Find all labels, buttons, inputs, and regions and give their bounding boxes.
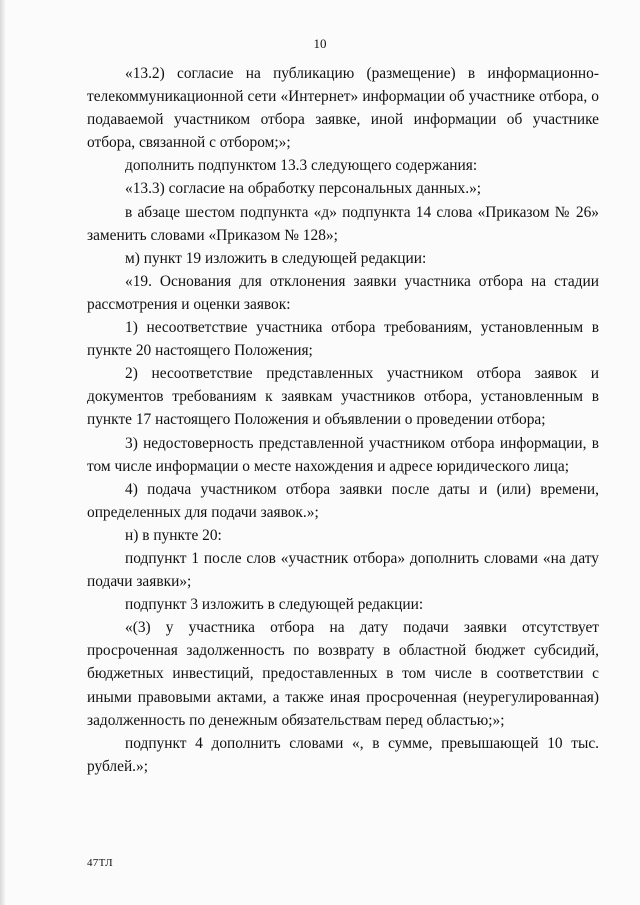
paragraph-19-3: 3) недостоверность представленной участником отбора информации, в том числе информации о месте нахождения и адресе юридического лица; [87,434,599,475]
paragraph-sub-1: подпункт 1 после слов «участник отбора» дополнить словами «на дату подачи заявки»; [87,549,599,591]
paragraph-item-n: н) в пункте 20: [125,526,222,544]
paragraph-19-1: 1) несоответствие участника отбора требованиям, установленным в пункте 20 настоящего Положения; [87,319,599,360]
page-number: 10 [313,36,327,51]
paragraph-13-2: «13.2) согласие на публикацию (размещение) в информационно-телекоммуникационной сети «Интернет» информации об участнике отбора, о подаваемой участником отбора заявке, иной информации об участнике отбора, связанной с отбором;»; [87,65,599,152]
paragraph-19-grounds: «19. Основания для отклонения заявки участника отбора на стадии рассмотрения и оценки заявок: [87,272,599,313]
paragraph-13-3: «13.3) согласие на обработку персональных данных.»; [125,180,482,198]
scan-edge-shadow [0,0,6,905]
document-footer-code: 47ТЛ [87,857,113,869]
paragraph-19-4: 4) подача участником отбора заявки после даты и (или) времени, определенных для подачи заявок.»; [87,480,599,521]
paragraph-sub-4: подпункт 4 дополнить словами «, в сумме, превышающей 10 тыс. рублей.»; [87,734,599,775]
document-body [87,62,599,778]
paragraph-sub-3-intro: подпункт 3 изложить в следующей редакции: [125,596,424,614]
paragraph-add-13-3: дополнить подпунктом 13.3 следующего содержания: [125,157,478,175]
paragraph-replace-words: в абзаце шестом подпункта «д» подпункта 14 слова «Приказом № 26» заменить словами «Приказом № 128»; [87,203,599,244]
paragraph-sub-3-text: «(3) у участника отбора на дату подачи заявки отсутствует просроченная задолженность по возврату в областной бюджет субсидий, бюджетных инвестиций, предоставленных в том числе в соответствии с иными правовыми актами, а также иная просроченная (неурегулированная) задолженность по денежным обязательствам перед областью;»; [87,619,599,729]
paragraph-19-2: 2) несоответствие представленных участником отбора заявок и документов требованиям к заявкам участников отбора, установленным в пункте 17 настоящего Положения и объявлении о проведении отбора; [87,365,599,429]
paragraph-item-m: м) пункт 19 изложить в следующей редакции: [125,249,427,267]
